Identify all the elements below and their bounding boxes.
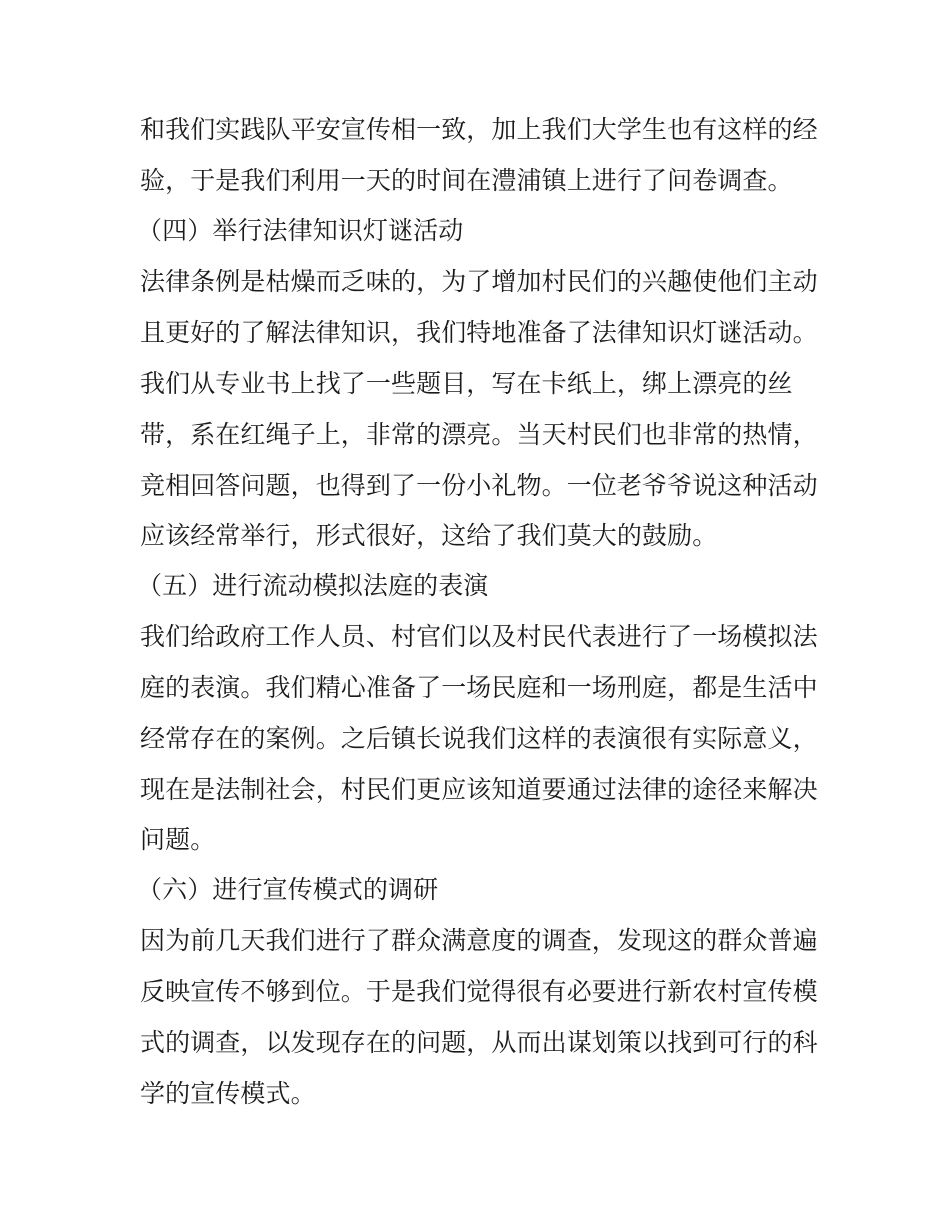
paragraph-line: 经常存在的案例。之后镇长说我们这样的表演很有实际意义， xyxy=(140,724,818,753)
paragraph-line: 我们从专业书上找了一些题目，写在卡纸上，绑上漂亮的丝 xyxy=(140,369,793,398)
paragraph-line: 竞相回答问题，也得到了一份小礼物。一位老爷爷说这种活动 xyxy=(140,471,818,500)
paragraph-line: 问题。 xyxy=(140,825,216,854)
paragraph-line: 庭的表演。我们精心准备了一场民庭和一场刑庭，都是生活中 xyxy=(140,673,818,702)
paragraph-line: 带，系在红绳子上，非常的漂亮。当天村民们也非常的热情， xyxy=(140,420,818,449)
paragraph-line: 应该经常举行，形式很好，这给了我们莫大的鼓励。 xyxy=(140,521,718,550)
section-heading-6: （六）进行宣传模式的调研 xyxy=(137,875,439,904)
section-heading-4: （四）举行法律知识灯谜活动 xyxy=(137,216,464,245)
paragraph-line: 式的调查，以发现存在的问题，从而出谋划策以找到可行的科 xyxy=(140,1028,818,1057)
paragraph-line: 法律条例是枯燥而乏味的，为了增加村民们的兴趣使他们主动 xyxy=(140,267,818,296)
paragraph-line: 且更好的了解法律知识，我们特地准备了法律知识灯谜活动。 xyxy=(140,318,818,347)
paragraph-line: 反映宣传不够到位。于是我们觉得很有必要进行新农村宣传模 xyxy=(140,977,818,1006)
paragraph-line: 我们给政府工作人员、村官们以及村民代表进行了一场模拟法 xyxy=(140,622,818,651)
paragraph-line: 和我们实践队平安宣传相一致，加上我们大学生也有这样的经 xyxy=(140,115,818,144)
paragraph-line: 现在是法制社会，村民们更应该知道要通过法律的途径来解决 xyxy=(140,775,818,804)
section-heading-5: （五）进行流动模拟法庭的表演 xyxy=(137,571,489,600)
paragraph-line: 学的宣传模式。 xyxy=(140,1079,316,1108)
paragraph-line: 验，于是我们利用一天的时间在澧浦镇上进行了问卷调查。 xyxy=(140,166,793,195)
paragraph-line: 因为前几天我们进行了群众满意度的调查，发现这的群众普遍 xyxy=(140,926,818,955)
